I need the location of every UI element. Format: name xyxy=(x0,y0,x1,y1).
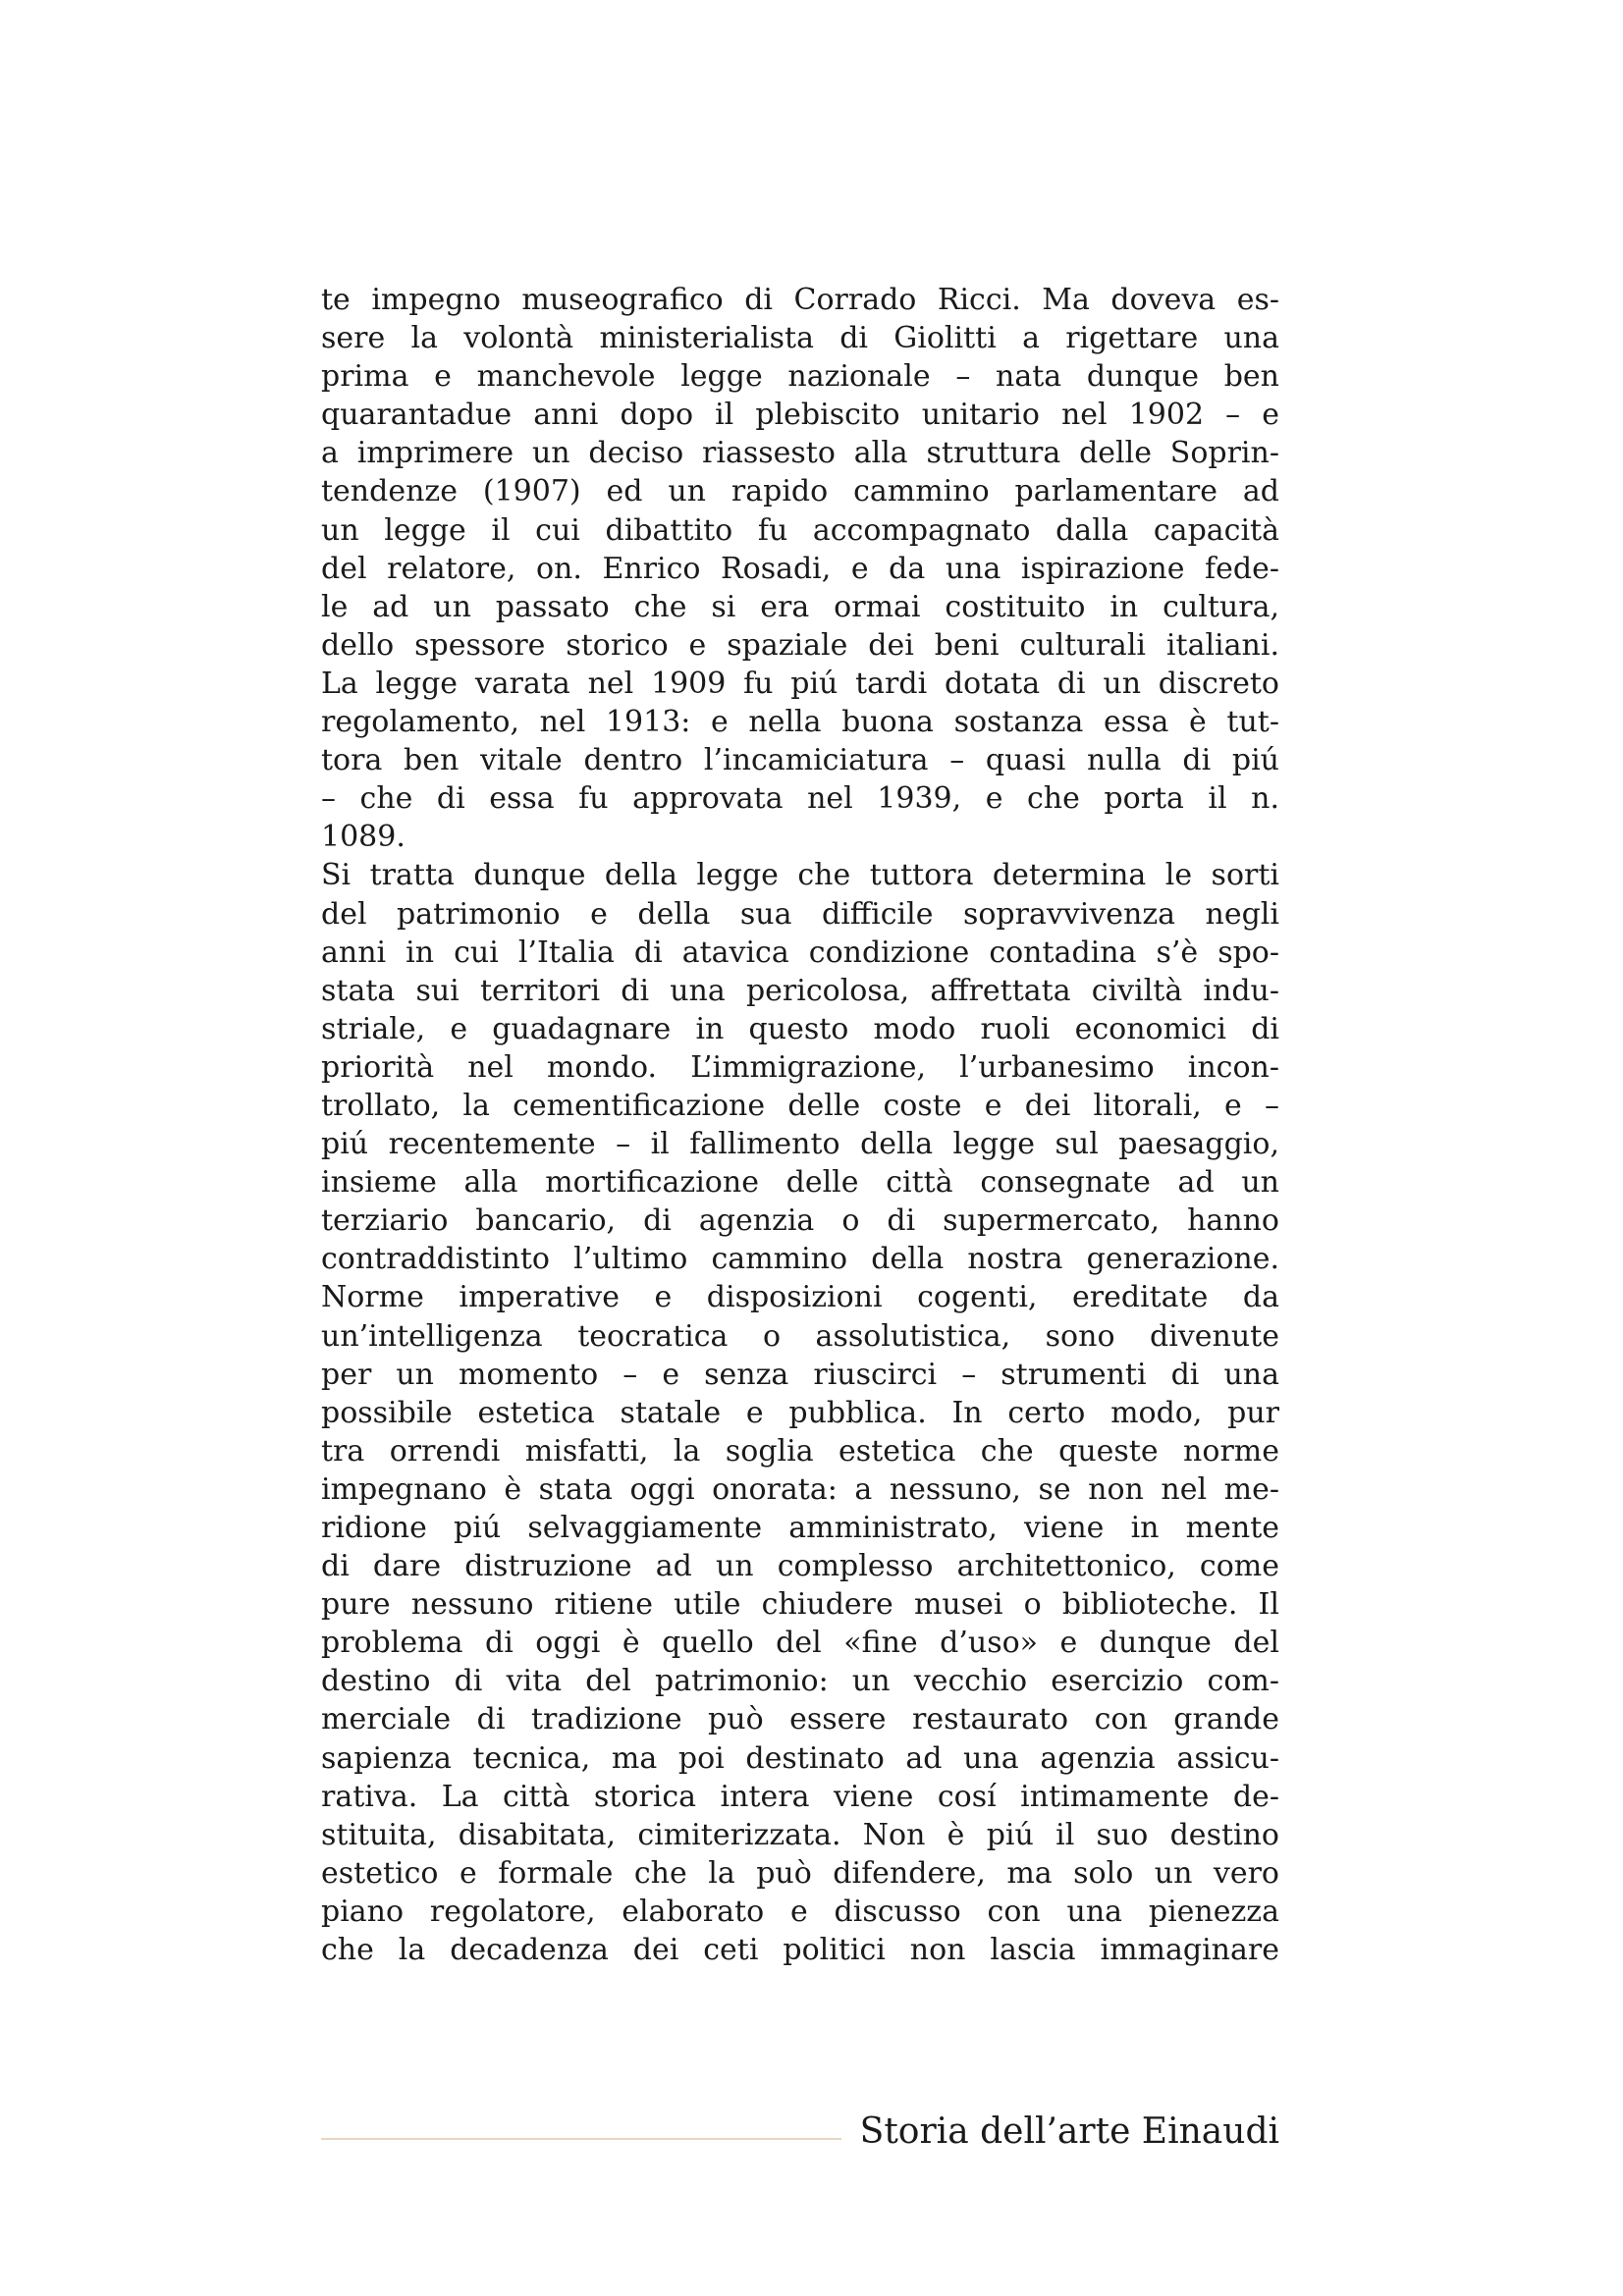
text-line: insieme alla mortificazione delle città consegnate ad un xyxy=(321,1165,1279,1201)
footer-publication-title: Storia dell’arte Einaudi xyxy=(859,2111,1279,2152)
text-line: priorità nel mondo. L’immigrazione, l’urbanesimo incon- xyxy=(321,1049,1279,1085)
text-line: La legge varata nel 1909 fu piú tardi dotata di un discreto xyxy=(321,666,1279,701)
text-line: stituita, disabitata, cimiterizzata. Non è piú il suo destino xyxy=(321,1817,1279,1852)
text-line: dello spessore storico e spaziale dei beni culturali italiani. xyxy=(321,627,1279,663)
text-line: pure nessuno ritiene utile chiudere musei o biblioteche. Il xyxy=(321,1587,1279,1623)
text-line: che la decadenza dei ceti politici non lascia immaginare xyxy=(321,1933,1279,1968)
text-line: un’intelligenza teocratica o assolutistica, sono divenute xyxy=(321,1318,1279,1354)
text-line: tendenze (1907) ed un rapido cammino parlamentare ad xyxy=(321,474,1279,509)
text-line: impegnano è stata oggi onorata: a nessuno, se non nel me- xyxy=(321,1471,1279,1507)
text-line: le ad un passato che si era ormai costituito in cultura, xyxy=(321,589,1279,624)
text-line: tra orrendi misfatti, la soglia estetica che queste norme xyxy=(321,1433,1279,1468)
text-line: a imprimere un deciso riassesto alla struttura delle Soprin- xyxy=(321,436,1279,471)
text-line: Si tratta dunque della legge che tuttora determina le sorti xyxy=(321,858,1279,893)
footer-rule xyxy=(321,2138,841,2140)
body-text xyxy=(321,281,1279,1969)
text-line: sapienza tecnica, ma poi destinato ad una agenzia assicu- xyxy=(321,1740,1279,1776)
text-line: trollato, la cementificazione delle coste e dei litorali, e – xyxy=(321,1088,1279,1123)
text-line: merciale di tradizione può essere restaurato con grande xyxy=(321,1702,1279,1737)
text-line: un legge il cui dibattito fu accompagnato dalla capacità xyxy=(321,512,1279,548)
text-line: contraddistinto l’ultimo cammino della nostra generazione. xyxy=(321,1242,1279,1277)
text-line: Norme imperative e disposizioni cogenti, ereditate da xyxy=(321,1280,1279,1315)
text-line: te impegno museografico di Corrado Ricci. Ma doveva es- xyxy=(321,283,1279,317)
text-line: anni in cui l’Italia di atavica condizione contadina s’è spo- xyxy=(321,934,1279,970)
text-line: 1089. xyxy=(321,820,406,855)
text-line: destino di vita del patrimonio: un vecchio esercizio com- xyxy=(321,1664,1279,1699)
text-line: piú recentemente – il fallimento della legge sul paesaggio, xyxy=(321,1127,1279,1162)
text-line: del patrimonio e della sua difficile sopravvivenza negli xyxy=(321,896,1279,932)
text-line: prima e manchevole legge nazionale – nata dunque ben xyxy=(321,359,1279,395)
text-line: possibile estetica statale e pubblica. In certo modo, pur xyxy=(321,1395,1279,1430)
text-line: problema di oggi è quello del «fine d’uso» e dunque del xyxy=(321,1626,1279,1661)
text-line: terziario bancario, di agenzia o di supermercato, hanno xyxy=(321,1203,1279,1239)
text-line: di dare distruzione ad un complesso architettonico, come xyxy=(321,1549,1279,1584)
page-footer xyxy=(321,2109,1279,2156)
text-line: tora ben vitale dentro l’incamiciatura – quasi nulla di piú xyxy=(321,743,1279,778)
text-line: – che di essa fu approvata nel 1939, e che porta il n. xyxy=(321,781,1279,817)
text-line: sere la volontà ministerialista di Giolitti a rigettare una xyxy=(321,321,1279,356)
text-line: piano regolatore, elaborato e discusso con una pienezza xyxy=(321,1894,1279,1929)
text-line: quarantadue anni dopo il plebiscito unitario nel 1902 – e xyxy=(321,398,1279,433)
text-line: striale, e guadagnare in questo modo ruoli economici di xyxy=(321,1011,1279,1046)
text-line: ridione piú selvaggiamente amministrato, viene in mente xyxy=(321,1511,1279,1545)
text-line: regolamento, nel 1913: e nella buona sostanza essa è tut- xyxy=(321,705,1279,740)
text-line: per un momento – e senza riuscirci – strumenti di una xyxy=(321,1357,1279,1392)
text-line: stata sui territori di una pericolosa, affrettata civiltà indu- xyxy=(321,973,1279,1008)
text-line: estetico e formale che la può difendere, ma solo un vero xyxy=(321,1855,1279,1891)
text-line: del relatore, on. Enrico Rosadi, e da una ispirazione fede- xyxy=(321,551,1279,586)
text-line: rativa. La città storica intera viene cosí intimamente de- xyxy=(321,1779,1279,1814)
